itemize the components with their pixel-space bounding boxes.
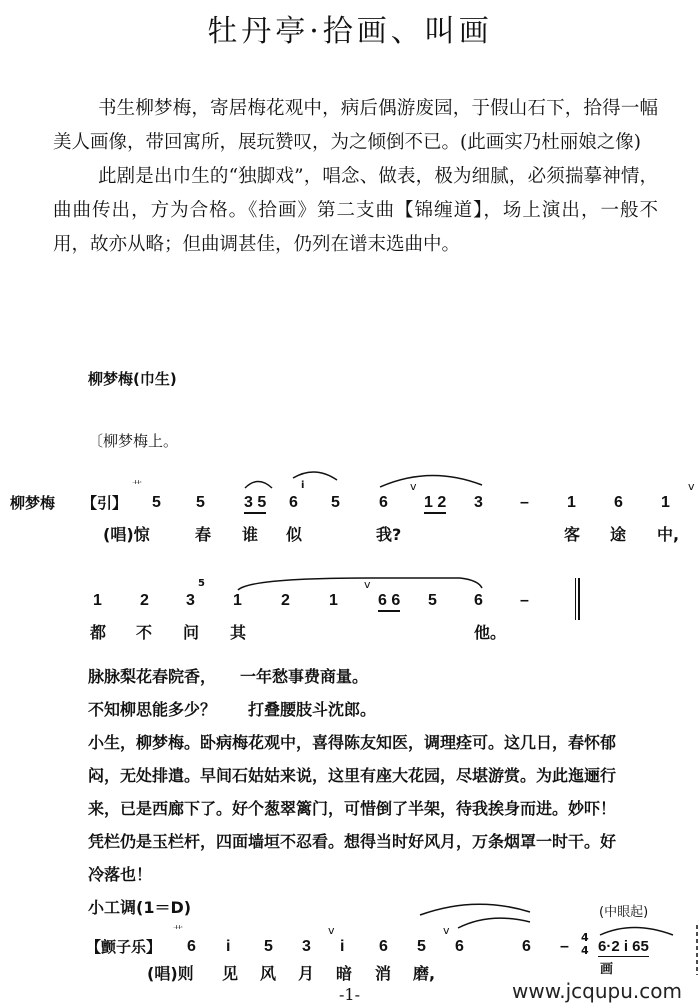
lyric: 风: [260, 964, 277, 983]
page-number: -1-: [339, 985, 360, 1004]
note: 1: [567, 494, 576, 511]
intro-paragraph: 此剧是出巾生的“独脚戏”，唱念、做表，极为细腻，必须揣摹神情，曲曲传出，方为合格。《拾画》第二支曲【锦缠道】，场上演出，一般不用，故亦从略；但曲调甚佳，仍列在谱末选曲中。: [53, 166, 658, 255]
breath-mark: v: [364, 578, 371, 591]
role-heading: 柳梦梅(巾生): [88, 370, 177, 388]
intro-paragraph: 书生柳梦梅，寄居梅花观中，病后偶游废园，于假山石下，拾得一幅美人画像，带回寓所，展玩赞叹，为之倾倒不已。(此画实乃杜丽娘之像): [53, 98, 658, 153]
note: 3: [302, 938, 311, 955]
lyric: 见: [222, 964, 239, 983]
free-meter-mark: 艹: [173, 926, 183, 937]
lyric: 画: [600, 962, 614, 977]
lyric: 他。: [474, 623, 507, 642]
dash: –: [560, 938, 569, 955]
note: 6: [187, 938, 196, 955]
note: 6: [474, 592, 483, 609]
note: 6: [289, 494, 298, 511]
tune-name: 【引】: [82, 494, 128, 512]
lyric: 月: [298, 964, 315, 983]
tune-name: 【颤子乐】: [86, 938, 162, 956]
note: 5: [152, 494, 161, 511]
measured-notes: 6·2 i 65: [598, 938, 649, 955]
note: 2: [140, 592, 149, 609]
breath-mark: v: [328, 924, 335, 937]
breath-mark: v: [410, 480, 417, 493]
note: 1: [233, 592, 242, 609]
lyric: (唱)惊: [103, 525, 150, 544]
note: 5: [331, 494, 340, 511]
note: 6: [522, 938, 531, 955]
note: 1 2: [424, 494, 446, 514]
dialogue-line: 小生，柳梦梅。卧病梅花观中，喜得陈友知医，调理痊可。这几日，春怀郁: [88, 733, 617, 752]
note: 5: [196, 494, 205, 511]
note: 5: [264, 938, 273, 955]
time-signature-top: 4: [581, 931, 589, 944]
note: 1: [93, 592, 102, 609]
lyric: 其: [230, 623, 247, 642]
annotation: (中眼起): [599, 905, 649, 920]
note: 6: [379, 938, 388, 955]
grace-note: i: [301, 480, 305, 491]
page-title: 牡丹亭·拾画、叫画: [207, 14, 493, 49]
dialogue-line: 闷，无处排遣。早间石姑姑来说，这里有座大花园，尽堪游赏。为此迤逦行: [88, 766, 617, 785]
note: 6: [379, 494, 388, 511]
dialogue-line: 不知柳思能多少？ 打叠腰肢斗沈郎。: [88, 700, 377, 719]
note: i: [226, 938, 231, 955]
role-label: 柳梦梅: [10, 494, 56, 512]
dialogue-line: 凭栏仍是玉栏杆，四面墙垣不忍看。想得当时好风月，万条烟罩一时干。好: [88, 832, 617, 851]
lyric: 似: [286, 525, 303, 544]
note: 1: [329, 592, 338, 609]
note: 6 6: [378, 592, 400, 612]
grace-note: 5: [198, 578, 205, 589]
lyric: 暗: [336, 964, 353, 983]
note: 6: [614, 494, 623, 511]
lyric: 途: [610, 525, 627, 544]
dash: –: [520, 592, 529, 609]
watermark: www.jcqupu.com: [512, 979, 682, 1003]
dash: –: [520, 494, 529, 511]
dialogue-line: 来，已是西廊下了。好个葱翠篱门，可惜倒了半架，待我挨身而进。妙吓！: [88, 799, 617, 818]
lyric: 磨,: [413, 964, 436, 983]
key-signature: 小工调(1＝D): [88, 898, 192, 917]
lyric: 消: [375, 964, 392, 983]
stage-direction: 〔柳梦梅上。: [88, 432, 179, 450]
note: 3: [186, 592, 195, 609]
note: i: [340, 938, 345, 955]
lyric: 不: [136, 623, 153, 642]
lyric: 春: [195, 525, 212, 544]
note: 6: [455, 938, 464, 955]
note: 5: [417, 938, 426, 955]
lyric: 客: [564, 525, 581, 544]
breath-mark: v: [688, 480, 695, 493]
lyric: 我?: [376, 525, 402, 544]
lyric: (唱)则: [147, 964, 194, 983]
note: 5: [428, 592, 437, 609]
note: 1: [661, 494, 670, 511]
breath-mark: v: [443, 924, 450, 937]
note: 3 5: [244, 494, 266, 514]
note: 2: [281, 592, 290, 609]
lyric: 中,: [657, 525, 680, 544]
lyric: 谁: [242, 525, 259, 544]
free-meter-mark: 艹: [132, 481, 142, 492]
dialogue-line: 冷落也！: [88, 865, 153, 884]
lyric: 问: [183, 623, 200, 642]
lyric: 都: [90, 623, 107, 642]
time-signature-bottom: 4: [581, 944, 589, 957]
dialogue-text: [88, 660, 700, 924]
note: 3: [474, 494, 483, 511]
dialogue-line: 脉脉梨花春院香， 一年愁事费商量。: [88, 667, 369, 686]
